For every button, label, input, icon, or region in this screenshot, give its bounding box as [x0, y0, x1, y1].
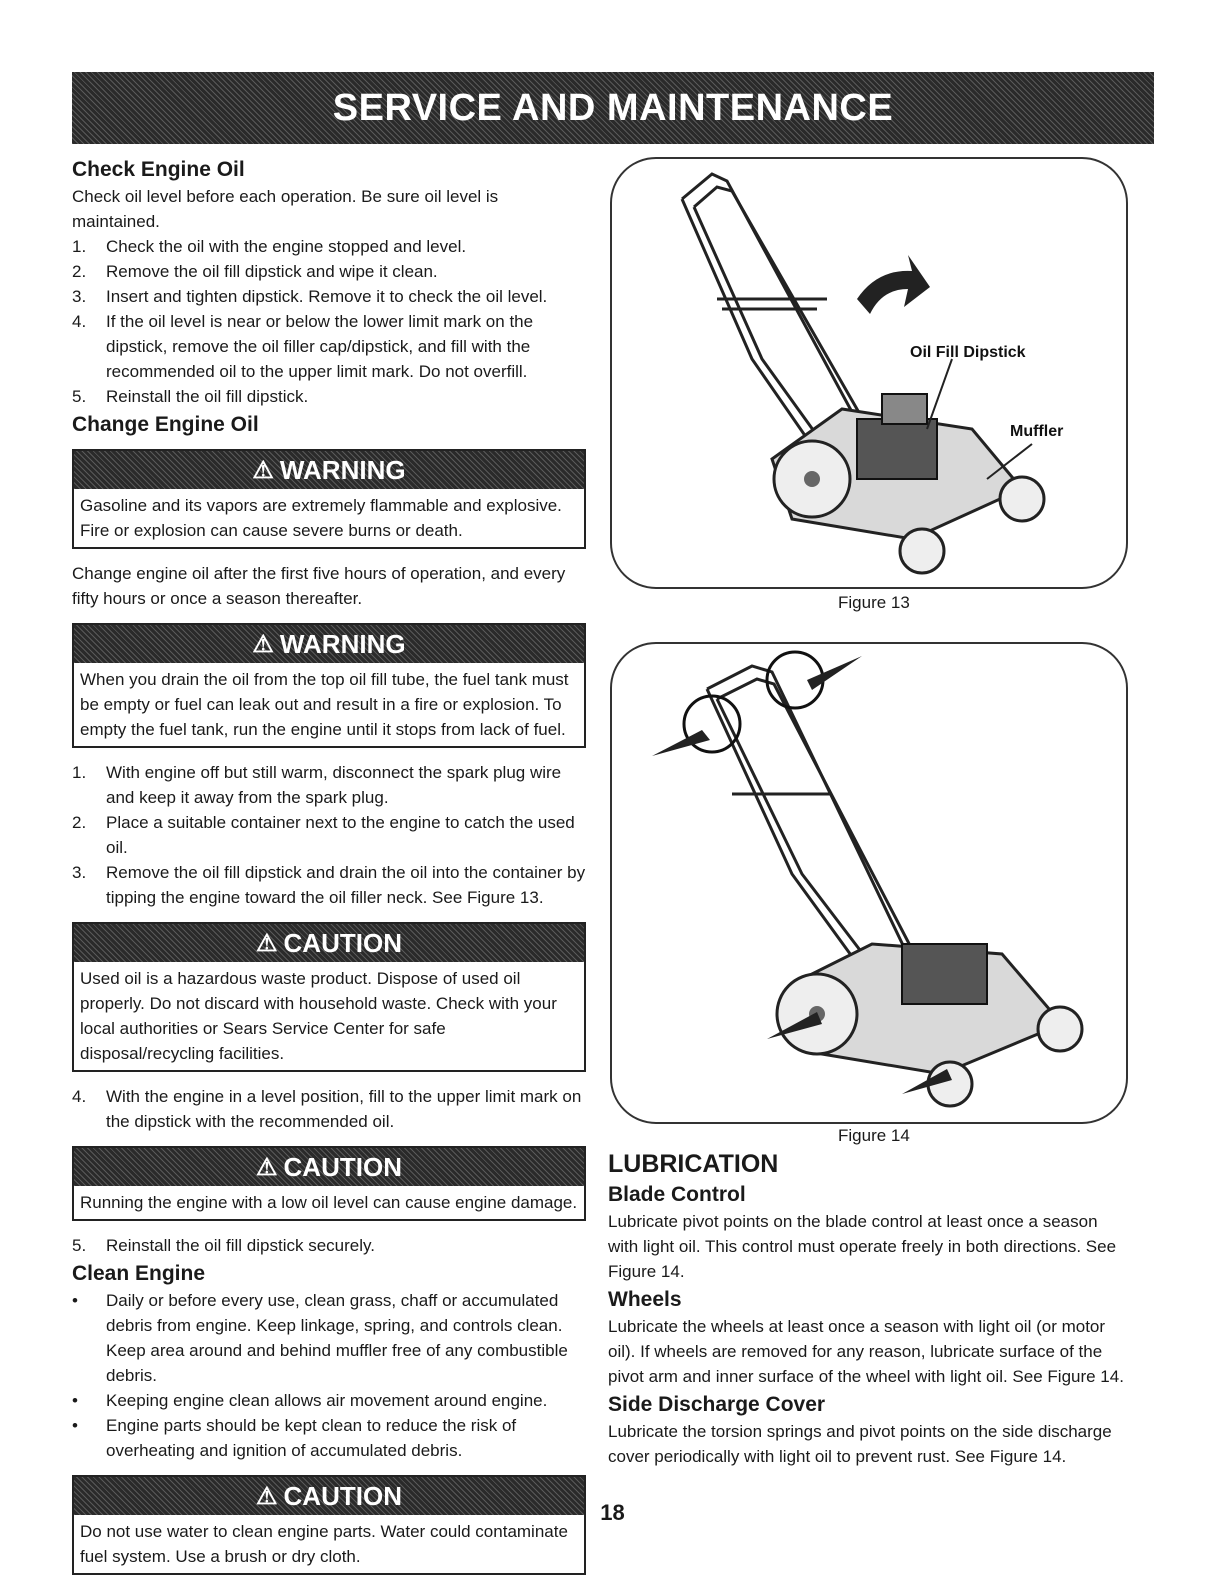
- figure-13-caption: Figure 13: [838, 593, 910, 612]
- left-column: [72, 154, 590, 1587]
- wheels-heading: Wheels: [608, 1288, 682, 1311]
- step-number: 2.: [72, 262, 87, 281]
- step-text: Remove the oil fill dipstick and wipe it clean.: [106, 262, 438, 281]
- change-oil-step-5: [72, 1233, 590, 1258]
- mower-deck: [772, 394, 1044, 573]
- warning-triangle-icon: ⚠: [252, 456, 274, 484]
- blade-control-text: Lubricate pivot points on the blade control at least once a season with light oil. This control must operate freely in both directions. See Figure 14.: [608, 1212, 1117, 1281]
- bullet-text: Keeping engine clean allows air movement around engine.: [106, 1391, 548, 1410]
- callout-line: [927, 359, 952, 429]
- oil-fill-dipstick-label: Oil Fill Dipstick: [910, 344, 1026, 361]
- step-text: Insert and tighten dipstick. Remove it to check the oil level.: [106, 287, 548, 306]
- caution-text: Used oil is a hazardous waste product. Dispose of used oil properly. Do not discard with household waste. Check with your local authorities or Sears Service Center for safe disposal/recycling facilities.: [80, 969, 557, 1063]
- warning-triangle-icon: ⚠: [256, 1482, 278, 1510]
- bullet-text: Daily or before every use, clean grass, chaff or accumulated debris from engine. Keep linkage, spring, and controls clean. Keep area around and behind muffler free of any combustible debris.: [106, 1291, 568, 1385]
- list-item: [72, 1084, 590, 1134]
- bullet-icon: •: [72, 1391, 78, 1410]
- step-text: Remove the oil fill dipstick and drain the oil into the container by tipping the engine toward the oil filler neck. See Figure 13.: [106, 863, 586, 907]
- step-text: Reinstall the oil fill dipstick securely.: [106, 1236, 375, 1255]
- caution-text: Do not use water to clean engine parts. Water could contaminate fuel system. Use a brush or dry cloth.: [80, 1522, 568, 1566]
- caution-box: [72, 1146, 586, 1221]
- list-item: [72, 284, 590, 309]
- step-number: 4.: [72, 312, 87, 331]
- step-number: 2.: [72, 813, 87, 832]
- check-oil-intro: Check oil level before each operation. Be sure oil level is maintained.: [72, 187, 499, 231]
- step-number: 4.: [72, 1087, 87, 1106]
- change-oil-paragraph: Change engine oil after the first five hours of operation, and every fifty hours or once a season thereafter.: [72, 564, 566, 608]
- list-item: [72, 259, 590, 284]
- check-oil-heading: Check Engine Oil: [72, 158, 245, 181]
- step-number: 5.: [72, 1236, 87, 1255]
- step-text: Reinstall the oil fill dipstick.: [106, 387, 309, 406]
- page-number: 18: [600, 1500, 625, 1525]
- list-item: [72, 1288, 590, 1388]
- list-item: [72, 1413, 590, 1463]
- arrow-icon: [857, 255, 930, 314]
- warning-text: Gasoline and its vapors are extremely flammable and explosive. Fire or explosion can cause severe burns or death.: [80, 496, 562, 540]
- warning-text: When you drain the oil from the top oil fill tube, the fuel tank must be empty or fuel can leak out and result in a fire or explosion. To empty the fuel tank, run the engine until it stops from lack of fuel.: [80, 670, 569, 739]
- list-item: [72, 810, 590, 860]
- warning-box: [72, 623, 586, 748]
- list-item: [72, 234, 590, 259]
- figure-14: [610, 642, 1128, 1124]
- warning-label: WARNING: [279, 454, 406, 485]
- check-oil-steps: [72, 234, 590, 409]
- list-item: [72, 860, 590, 910]
- step-number: 3.: [72, 863, 87, 882]
- wheels-text: Lubricate the wheels at least once a season with light oil (or motor oil). If wheels are removed for any reason, lubricate surface of the pivot arm and inner surface of the wheel with light oil. See Figure 14.: [608, 1317, 1124, 1386]
- bullet-text: Engine parts should be kept clean to reduce the risk of overheating and ignition of accumulated debris.: [106, 1416, 517, 1460]
- change-oil-steps: [72, 760, 590, 910]
- side-discharge-heading: Side Discharge Cover: [608, 1393, 826, 1416]
- blade-control-heading: Blade Control: [608, 1183, 746, 1206]
- warning-triangle-icon: ⚠: [256, 929, 278, 957]
- list-item: [72, 309, 590, 384]
- step-text: Check the oil with the engine stopped and level.: [106, 237, 467, 256]
- muffler-label: Muffler: [1010, 423, 1064, 440]
- caution-label: CAUTION: [283, 1151, 402, 1182]
- lubrication-section: [608, 1150, 1128, 1469]
- clean-engine-heading: Clean Engine: [72, 1262, 206, 1285]
- figure-14-caption: Figure 14: [838, 1126, 910, 1145]
- side-discharge-text: Lubricate the torsion springs and pivot points on the side discharge cover periodically with light oil to prevent rust. See Figure 14.: [608, 1422, 1112, 1466]
- step-number: 1.: [72, 763, 87, 782]
- bullet-icon: •: [72, 1291, 78, 1310]
- figure-13: [610, 157, 1128, 589]
- step-text: If the oil level is near or below the lower limit mark on the dipstick, remove the oil filler cap/dipstick, and fill with the recommended oil to the upper limit mark. Do not overfill.: [106, 312, 534, 381]
- warning-label: WARNING: [279, 628, 406, 659]
- change-oil-step-4: [72, 1084, 590, 1134]
- list-item: [72, 384, 590, 409]
- page-banner: [72, 72, 1154, 144]
- caution-header: [74, 1148, 584, 1186]
- clean-engine-bullets: [72, 1288, 590, 1463]
- page-banner-title: SERVICE AND MAINTENANCE: [332, 86, 894, 129]
- lawn-mower-illustration: [612, 159, 1126, 587]
- warning-triangle-icon: ⚠: [256, 1153, 278, 1181]
- lawn-mower-illustration: [612, 644, 1126, 1122]
- step-text: Place a suitable container next to the engine to catch the used oil.: [106, 813, 575, 857]
- caution-label: CAUTION: [283, 927, 402, 958]
- caution-header: [74, 924, 584, 962]
- list-item: [72, 1233, 590, 1258]
- step-text: With the engine in a level position, fill to the upper limit mark on the dipstick with the recommended oil.: [106, 1087, 582, 1131]
- warning-header: [74, 451, 584, 489]
- warning-triangle-icon: ⚠: [252, 630, 274, 658]
- warning-header: [74, 625, 584, 663]
- step-number: 3.: [72, 287, 87, 306]
- lubrication-heading: LUBRICATION: [608, 1150, 779, 1178]
- change-oil-heading: Change Engine Oil: [72, 413, 259, 436]
- list-item: [72, 760, 590, 810]
- warning-box: [72, 449, 586, 549]
- caution-text: Running the engine with a low oil level can cause engine damage.: [80, 1193, 578, 1212]
- caution-label: CAUTION: [283, 1480, 402, 1511]
- arrow-icon: [652, 730, 710, 756]
- step-number: 1.: [72, 237, 87, 256]
- list-item: [72, 1388, 590, 1413]
- caution-box: [72, 922, 586, 1072]
- bullet-icon: •: [72, 1416, 78, 1435]
- step-text: With engine off but still warm, disconnect the spark plug wire and keep it away from the spark plug.: [106, 763, 562, 807]
- step-number: 5.: [72, 387, 87, 406]
